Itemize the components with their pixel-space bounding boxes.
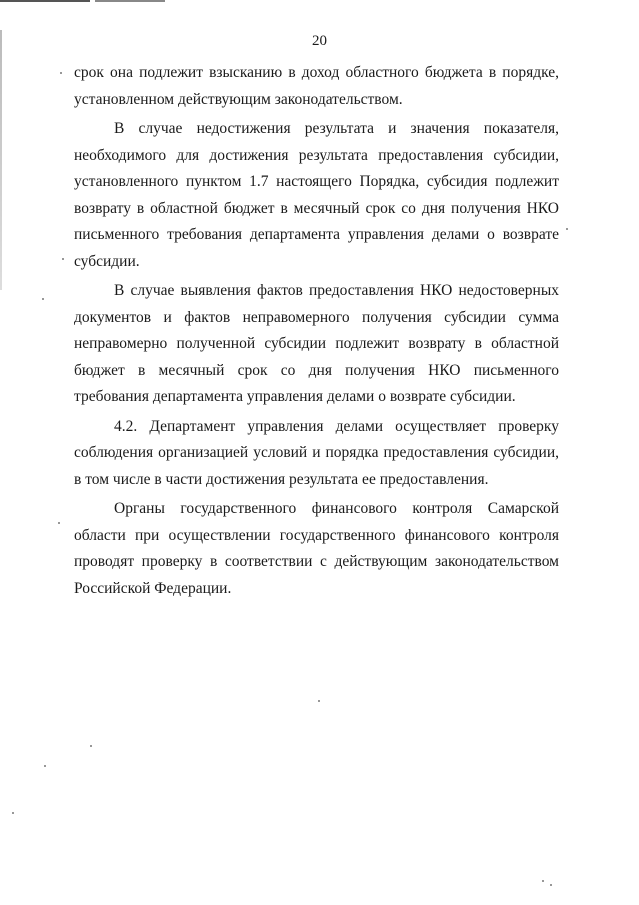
scan-speck — [542, 880, 544, 882]
scan-edge-mark — [0, 30, 2, 290]
scan-speck — [318, 700, 320, 702]
scan-speck — [12, 812, 14, 814]
scan-speck — [42, 298, 44, 300]
scan-speck — [566, 228, 568, 230]
paragraph: 4.2. Департамент управления делами осуществляет проверку соблюдения организацией условий и порядка предоставления субсидии, в том числе в части достижения результата ее предоставления. — [74, 417, 559, 488]
document-body — [74, 60, 559, 605]
paragraph: В случае выявления фактов предоставления НКО недостоверных документов и фактов неправомерного получения субсидии сумма неправомерно полученной субсидии подлежит возврату в областной бюджет в месячный срок со дня получения НКО письменного требования департамента управления делами о возврате субсидии. — [74, 282, 559, 405]
scan-edge-mark — [95, 0, 165, 2]
paragraph: срок она подлежит взысканию в доход областного бюджета в порядке, установленном действующим законодательством. — [74, 64, 559, 108]
paragraph: Органы государственного финансового контроля Самарской области при осуществлении государственного финансового контроля проводят проверку в соответствии с действующим законодательством Российской Федерации. — [74, 500, 559, 597]
scan-edge-mark — [0, 0, 90, 2]
page-number: 20 — [312, 33, 327, 49]
scan-speck — [550, 884, 552, 886]
scan-speck — [60, 72, 62, 74]
scan-speck — [62, 258, 64, 260]
scan-speck — [44, 765, 46, 767]
paragraph: В случае недостижения результата и значения показателя, необходимого для достижения результата предоставления субсидии, установленного пунктом 1.7 настоящего Порядка, субсидия подлежит возврату в областной бюджет в месячный срок со дня получения НКО письменного требования департамента управления делами о возврате субсидии. — [74, 120, 559, 270]
scan-speck — [90, 745, 92, 747]
scan-speck — [58, 522, 60, 524]
